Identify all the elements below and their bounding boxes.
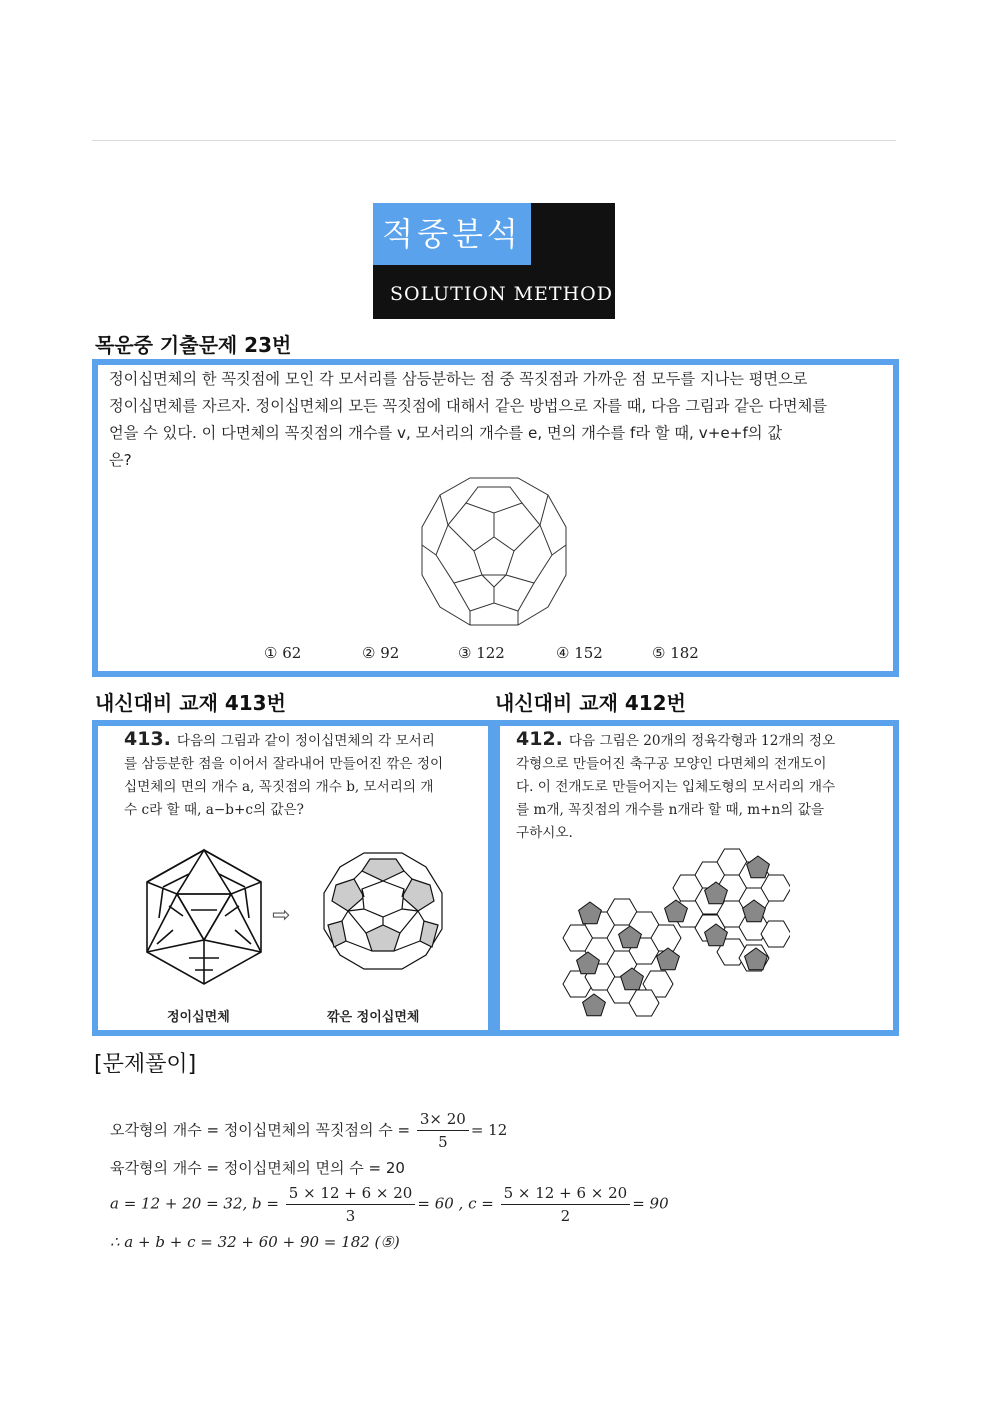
problem-413-text bbox=[124, 728, 454, 822]
problem-413-number: 413. bbox=[124, 728, 171, 750]
problem-line: 를 삼등분한 점을 이어서 잘라내어 만들어진 깎은 정이 bbox=[124, 756, 444, 772]
choice-2: ② 92 bbox=[362, 644, 400, 662]
arrow-icon: ⇨ bbox=[272, 903, 291, 928]
fraction-denominator: 5 bbox=[438, 1133, 448, 1151]
icosahedron-figure bbox=[143, 848, 265, 986]
problem-line: 얻을 수 있다. 이 다면체의 꼭짓점의 개수를 v, 모서리의 개수를 e, 면의 개수를 f라 할 때, v+e+f의 값 bbox=[109, 424, 783, 442]
problem-line: 다음 그림은 20개의 정육각형과 12개의 정오 bbox=[568, 733, 836, 749]
badge-korean-title: 적중분석 bbox=[373, 203, 531, 265]
textbook-412-heading: 내신대비 교재 412번 bbox=[495, 691, 686, 715]
problem-line: 십면체의 면의 개수 a, 꼭짓점의 개수 b, 모서리의 개 bbox=[124, 779, 434, 795]
truncated-icosahedron-shaded-figure bbox=[322, 851, 444, 971]
fraction-denominator: 2 bbox=[560, 1207, 571, 1225]
problem-line: 구하시오. bbox=[516, 825, 573, 841]
solution-method-badge bbox=[373, 203, 615, 319]
problem-line: 각형으로 만들어진 축구공 모양인 다면체의 전개도이 bbox=[516, 756, 827, 772]
icosahedron-caption: 정이십면체 bbox=[167, 1010, 230, 1025]
soccer-ball-net-figure bbox=[560, 848, 790, 1024]
solution-text: a = 12 + 20 = 32, b = bbox=[110, 1194, 279, 1213]
solution-text: = 60 , c = bbox=[417, 1194, 494, 1213]
problem-line: 정이십면체를 자르자. 정이십면체의 모든 꼭짓점에 대해서 같은 방법으로 자를 때, 다음 그림과 같은 다면체를 bbox=[109, 397, 827, 415]
solution-heading: [문제풀이] bbox=[94, 1052, 197, 1077]
solution-line-4: ∴ a + b + c = 32 + 60 + 90 = 182 (⑤) bbox=[110, 1233, 400, 1251]
exam-problem-text bbox=[109, 366, 879, 474]
truncated-icosahedron-figure bbox=[418, 475, 570, 630]
problem-412-number: 412. bbox=[516, 728, 563, 750]
problem-line: 다음의 그림과 같이 정이십면체의 각 모서리 bbox=[176, 733, 435, 749]
problem-line: 은? bbox=[109, 451, 132, 469]
fraction-numerator: 3× 20 bbox=[417, 1110, 469, 1131]
fraction-denominator: 3 bbox=[345, 1207, 356, 1225]
badge-english-title: SOLUTION METHOD bbox=[390, 283, 613, 305]
solution-line-3 bbox=[110, 1184, 669, 1225]
problem-line: 다. 이 전개도로 만들어지는 입체도형의 모서리의 개수 bbox=[516, 779, 836, 795]
choice-5: ⑤ 182 bbox=[652, 644, 699, 662]
solution-text: 오각형의 개수 = 정이십면체의 꼭짓점의 수 = bbox=[110, 1121, 411, 1139]
problem-line: 수 c라 할 때, a−b+c의 값은? bbox=[124, 802, 304, 818]
problem-line: 를 m개, 꼭짓점의 개수를 n개라 할 때, m+n의 값을 bbox=[516, 802, 824, 818]
fraction bbox=[286, 1184, 416, 1225]
fraction-numerator: 5 × 12 + 6 × 20 bbox=[501, 1184, 631, 1205]
solution-text: = 90 bbox=[632, 1194, 669, 1213]
choice-4: ④ 152 bbox=[556, 644, 603, 662]
section1-heading: 목운중 기출문제 23번 bbox=[95, 333, 292, 357]
solution-result: = 12 bbox=[470, 1121, 508, 1139]
top-divider bbox=[92, 140, 896, 141]
solution-line-1 bbox=[110, 1110, 507, 1151]
fraction-numerator: 5 × 12 + 6 × 20 bbox=[286, 1184, 416, 1205]
problem-412-text bbox=[516, 728, 846, 845]
truncated-icosahedron-caption: 깎은 정이십면체 bbox=[327, 1010, 420, 1025]
solution-line-2: 육각형의 개수 = 정이십면체의 면의 수 = 20 bbox=[110, 1159, 405, 1177]
choice-1: ① 62 bbox=[264, 644, 302, 662]
fraction bbox=[417, 1110, 469, 1151]
choice-3: ③ 122 bbox=[458, 644, 505, 662]
fraction bbox=[501, 1184, 631, 1225]
problem-line: 정이십면체의 한 꼭짓점에 모인 각 모서리를 삼등분하는 점 중 꼭짓점과 가까운 점 모두를 지나는 평면으로 bbox=[109, 370, 808, 388]
textbook-413-heading: 내신대비 교재 413번 bbox=[95, 691, 286, 715]
